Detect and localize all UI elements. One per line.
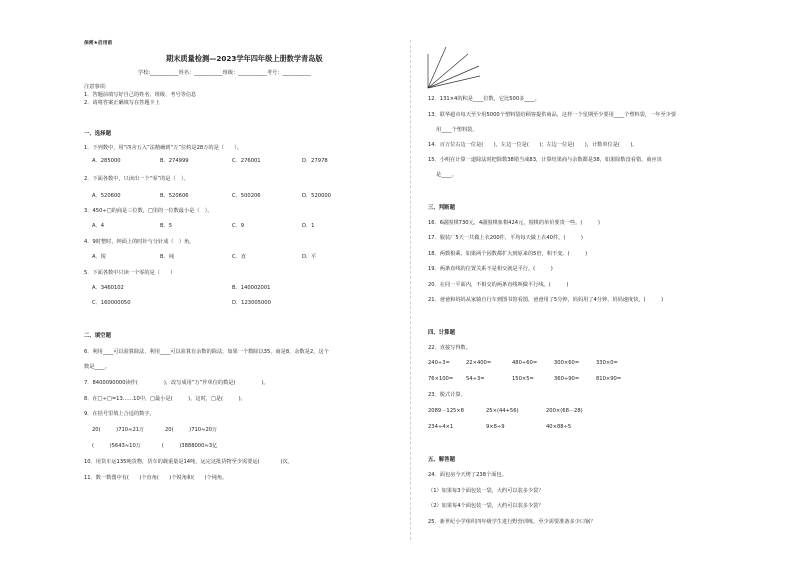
question-stem: 5．下面各数中只读一个零的是（ ） xyxy=(84,270,176,276)
question-stem: 2．下面各数中，只读出一个“零”的是（ ）。 xyxy=(84,176,189,182)
expr-item: 200×(68－28) xyxy=(546,408,583,414)
judge-line: 21．爸爸和妈妈从家骑自行车到图书馆看图，爸爸用了5分钟，妈妈用了4分钟，妈妈速度快。( ) xyxy=(428,297,664,303)
calc-item: 330×0= xyxy=(596,360,618,366)
calc-instruction: 23．脱式计算。 xyxy=(428,392,466,398)
calc-item: 22×400= xyxy=(466,360,492,366)
option: B．520606 xyxy=(160,193,189,199)
angle-ray xyxy=(428,47,446,88)
option: B．5 xyxy=(160,223,173,229)
fill-line: 14．百万位右边一位是( )，左边一位是( )；左边一位是( )，计数单位是( )。 xyxy=(428,142,638,148)
note-item: 2．请将答案正确填写在答题卡上 xyxy=(84,100,160,106)
option: A．285000 xyxy=(92,158,121,164)
fill-line: 10．用货车运135吨货物，货车的载重量是14吨，运完这批货物至少需要运( )次。 xyxy=(84,459,293,465)
calc-item: 240÷3= xyxy=(428,360,450,366)
column-divider xyxy=(410,40,411,540)
fill-line: 15．小明在计算一道除法时把除数38错当成83，计算结果商与余数都是38，如果除数没看错，商应该 xyxy=(428,157,662,163)
calc-item: 360÷90= xyxy=(554,376,580,382)
judge-line: 17．服装厂5天一共做上衣200件，平均每天做上衣40件。( ) xyxy=(428,235,583,241)
expr-item: 2089－125×8 xyxy=(428,408,464,414)
option: C．直 xyxy=(232,254,246,260)
option: B．钝 xyxy=(160,254,174,260)
expr-item: 234÷4×1 xyxy=(428,424,454,430)
section-heading-answer: 五、解答题 xyxy=(428,457,455,463)
calc-item: 150×5= xyxy=(512,376,534,382)
option: A．4 xyxy=(92,223,105,229)
question-stem: 4．9时整时，钟面上的时针与分针成（ ）角。 xyxy=(84,239,195,245)
fill-line: 是____。 xyxy=(436,172,457,178)
answer-line: 25．新世纪小学组织四年级学生进行野营训练，至少需要准备多少口锅？ xyxy=(428,519,596,525)
confidential-mark: 保密★启用前 xyxy=(84,41,113,46)
option: C．500206 xyxy=(232,193,261,199)
section-heading-choice: 一、选择题 xyxy=(84,131,111,137)
student-info-fields: 学校:___________姓名：___________班级：___________考号：___________ xyxy=(138,70,311,76)
section-heading-calc: 四、计算题 xyxy=(428,330,455,336)
fill-line: 8．在□÷□=13……10中，□最小是( )，这时，□是( )。 xyxy=(84,396,246,402)
note-item: 1．答题前填写好自己的姓名、班级、考号等信息 xyxy=(84,92,197,98)
section-heading-judge: 三、判断题 xyxy=(428,205,455,211)
fill-line: 11．数一数图中有( )个直角( )个锐角和( )个钝角。 xyxy=(84,475,228,481)
calc-item: 76×100= xyxy=(428,376,454,382)
option: C．160000050 xyxy=(92,300,131,306)
expr-item: 40×88÷5 xyxy=(546,424,572,430)
option: B．274999 xyxy=(160,158,189,164)
option: D．520000 xyxy=(302,193,331,199)
option: D．123005000 xyxy=(232,300,271,306)
fill-line: 7．8400090000读作( )，改写成用“万”作单位的数是( )。 xyxy=(84,380,269,386)
judge-line: 20．在同一平面内，不相交的两条直线叫做平行线。( ) xyxy=(428,282,569,288)
option: A．520600 xyxy=(92,193,121,199)
judge-line: 18．两数相乘，如果两个因数都扩大到原来的5倍，积不变。( ) xyxy=(428,251,588,257)
angle-ray xyxy=(428,76,480,88)
question-stem: 3．450÷□的商是三位数，□里的一位数最小是（ ）。 xyxy=(84,208,213,214)
judge-line: 19．两条直线的位置关系不是相交就是平行。( ) xyxy=(428,266,553,272)
angle-ray xyxy=(428,54,468,88)
calc-instruction: 22．直接写得数。 xyxy=(428,345,471,351)
fill-line: 13．联华超市每天至少用5000个塑料袋给顾客提供商品，这样一个星期至少要用____个塑料袋，一年至少要 xyxy=(428,112,677,118)
fill-line: 20( )710≈21万 20( )710≈20万 xyxy=(92,427,218,433)
calc-item: 54÷3= xyxy=(466,376,485,382)
option: D．平 xyxy=(302,254,317,260)
calc-item: 810×90= xyxy=(596,376,622,382)
fill-line: 用____个塑料袋。 xyxy=(436,127,478,133)
answer-line: 24．面包房今天烤了238个面包。 xyxy=(428,472,507,478)
option: B．140002001 xyxy=(232,285,271,291)
angle-figure xyxy=(424,44,484,92)
option: C．276001 xyxy=(232,158,261,164)
option: A．锐 xyxy=(92,254,106,260)
calc-item: 300×60= xyxy=(554,360,580,366)
option: C．9 xyxy=(232,223,245,229)
calc-item: 480÷60= xyxy=(512,360,538,366)
expr-item: 9×8÷9 xyxy=(486,424,505,430)
question-stem: 1．下列数中，用“四舍五入”法精确到“万”位约是28万的是（ ）。 xyxy=(84,145,243,151)
fill-line: 9．在括号里填上合适的数字。 xyxy=(84,411,155,417)
fill-line: 12．131×4的积是____位数，它比500多____。 xyxy=(428,96,540,102)
notes-heading: 注意事项： xyxy=(84,84,110,90)
judge-line: 16．6副围棋730元，4副围棋象棋424元，围棋的单价要贵一些。( ) xyxy=(428,220,600,226)
page-title: 期末质量检测—2023学年四年级上册数学青岛版 xyxy=(166,54,323,63)
fill-line: ( )5643≈10万 ( )3888000≈3亿 xyxy=(92,443,218,449)
answer-line: （1）如果每3个面包装一袋，大约可以装多少袋？ xyxy=(428,488,544,494)
option: D．27978 xyxy=(302,158,328,164)
option: D．1 xyxy=(302,223,315,229)
answer-line: （2）如果每4个面包装一袋，大约可以装多少袋？ xyxy=(428,503,544,509)
fill-line: 6．利用____可以验算除法，利用____可以验算有余数的除法，如果一个数除以35，商是8，余数是2，这个 xyxy=(84,349,329,355)
angle-ray xyxy=(428,66,479,88)
fill-line: 数是____。 xyxy=(84,364,110,370)
section-heading-fill: 二、填空题 xyxy=(84,333,111,339)
option: A．3460102 xyxy=(92,285,124,291)
expr-item: 25×(44+56) xyxy=(486,408,519,414)
